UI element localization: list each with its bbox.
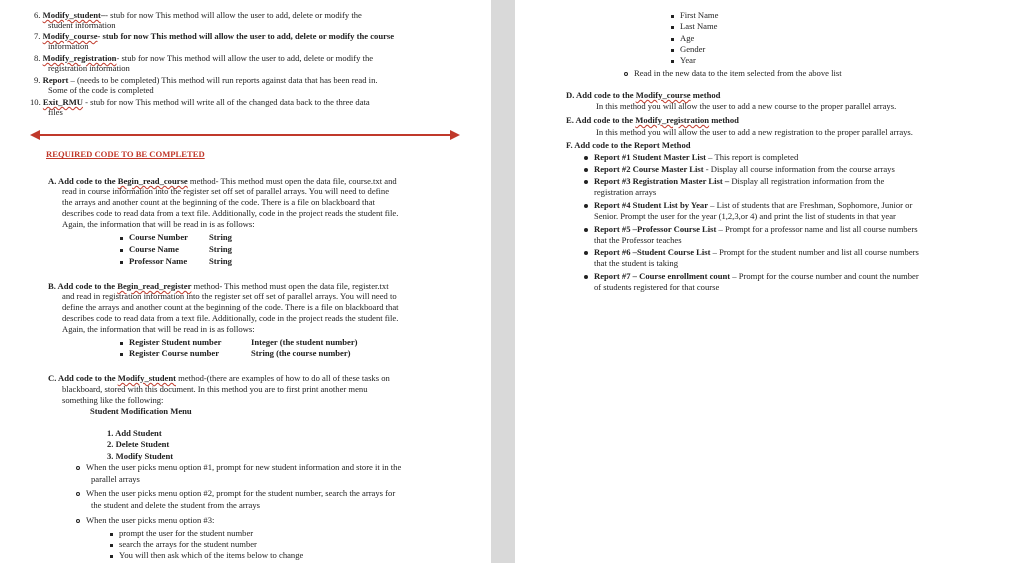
sub-option-1-line2: parallel arrays: [91, 474, 140, 484]
section-e-heading: E. Add code to the Modify_registration method: [566, 115, 739, 125]
left-document-page: [30, 0, 470, 563]
field-gender: Gender: [671, 44, 705, 55]
register-field-1: Register Student number Integer (the student number): [120, 337, 358, 348]
item-6: 6. Modify_student–- stub for now This method will allow the user to add, delete or modify the: [34, 10, 362, 20]
page-divider: [491, 0, 515, 563]
section-b-line3: define the arrays and another count at the beginning of the code. There is a file on blackboard that: [62, 302, 399, 312]
report-5-line2: that the Professor teaches: [594, 235, 682, 245]
section-b-line1: B. Add code to the Begin_read_register method- This method must open the data file, register.txt: [48, 281, 389, 291]
field-first-name: First Name: [671, 10, 718, 21]
item-9: 9. Report – (needs to be completed) This method will run reports against data that has been read in.: [34, 75, 378, 85]
section-d-desc: In this method you will allow the user to add a new course to the proper parallel arrays.: [596, 101, 897, 111]
report-3: Report #3 Registration Master List – Display all registration information from the: [584, 176, 884, 187]
report-7-line2: of students registered for that course: [594, 282, 720, 292]
section-a-line3: the arrays and another count at the beginning of the code. There is a file on blackboard that: [62, 197, 375, 207]
menu-option-2: 2. Delete Student: [107, 439, 170, 449]
section-b-line2: and read in registration information into the register set off set of parallel arrays. You will need to: [62, 291, 397, 301]
section-e-desc: In this method you will allow the user to add a new registration to the proper parallel arrays.: [596, 127, 913, 137]
section-a-line2: read in course information into the register set off set of parallel arrays. You will need to define: [62, 186, 390, 196]
field-last-name: Last Name: [671, 21, 717, 32]
section-a-line4: describes code to read data from a text file. Additionally, code in the project reads the student file.: [62, 208, 399, 218]
report-6-line2: that the student is taking: [594, 258, 679, 268]
section-b-line5: Again, the information that will be read in is as follows:: [62, 324, 255, 334]
item-10-line2: files: [48, 107, 63, 117]
section-b-line4: describes code to read data from a text file. Additionally, code in the project reads the student file.: [62, 313, 399, 323]
required-code-heading: REQUIRED CODE TO BE COMPLETED: [46, 149, 205, 159]
section-a-line5: Again, the information that will be read in is as follows:: [62, 219, 255, 229]
report-1: Report #1 Student Master List – This report is completed: [584, 152, 798, 163]
report-5: Report #5 –Professor Course List – Prompt for a professor name and list all course numbers: [584, 224, 918, 235]
red-double-arrow: [30, 128, 460, 142]
field-year: Year: [671, 55, 696, 66]
sub-option-2-line2: the student and delete the student from the arrays: [91, 500, 260, 510]
item-6-line2: student information: [48, 20, 116, 30]
sub-option-3: When the user picks menu option #3:: [76, 515, 214, 526]
section-c-line3: something like the following:: [62, 395, 164, 405]
section-a-line1: A. Add code to the Begin_read_course method- This method must open the data file, course.txt and: [48, 176, 397, 186]
report-6: Report #6 –Student Course List – Prompt for the student number and list all course numbers: [584, 247, 919, 258]
section-f-heading: F. Add code to the Report Method: [566, 140, 691, 150]
report-2: Report #2 Course Master List - Display all course information from the course arrays: [584, 164, 895, 175]
item-8: 8. Modify_registration- stub for now This method will allow the user to add, delete or modify the: [34, 53, 374, 63]
sub-option-2: When the user picks menu option #2, prompt for the student number, search the arrays for: [76, 488, 395, 499]
read-in-note: Read in the new data to the item selected from the above list: [624, 68, 842, 79]
field-age: Age: [671, 33, 694, 44]
section-c-line1: C. Add code to the Modify_student method-(there are examples of how to do all of these tasks on: [48, 373, 390, 383]
item-7-line2: information: [48, 41, 89, 51]
course-field-1: Course Number String: [120, 232, 232, 243]
report-7: Report #7 – Course enrollment count – Prompt for the course number and count the number: [584, 271, 919, 282]
menu-title: Student Modification Menu: [90, 406, 192, 416]
menu-option-1: 1. Add Student: [107, 428, 162, 438]
section-d-heading: D. Add code to the Modify_course method: [566, 90, 721, 100]
report-4: Report #4 Student List by Year – List of students that are Freshman, Sophomore, Junior or: [584, 200, 912, 211]
item-8-line2: registration information: [48, 63, 130, 73]
item-7: 7. Modify_course- stub for now This method will allow the user to add, delete or modify the course: [34, 31, 395, 41]
opt3-step-3: You will then ask which of the items below to change: [110, 550, 303, 561]
report-4-line2: Senior. Prompt the user for the year (1,2,3,or 4) and print the list of students in that year: [594, 211, 896, 221]
item-10: 10. Exit_RMU - stub for now This method will write all of the changed data back to the three data: [30, 97, 370, 107]
item-9-line2: Some of the code is completed: [48, 85, 154, 95]
report-3-line2: registration arrays: [594, 187, 657, 197]
opt3-step-2: search the arrays for the student number: [110, 539, 257, 550]
right-document-page: [544, 0, 994, 563]
section-c-line2: blackboard, stored with this document. In this method you are to first print another menu: [62, 384, 368, 394]
course-field-3: Professor Name String: [120, 256, 232, 267]
register-field-2: Register Course number String (the course number): [120, 348, 351, 359]
opt3-step-1: prompt the user for the student number: [110, 528, 253, 539]
sub-option-1: When the user picks menu option #1, prompt for new student information and store it in the: [76, 462, 401, 473]
course-field-2: Course Name String: [120, 244, 232, 255]
menu-option-3: 3. Modify Student: [107, 451, 174, 461]
